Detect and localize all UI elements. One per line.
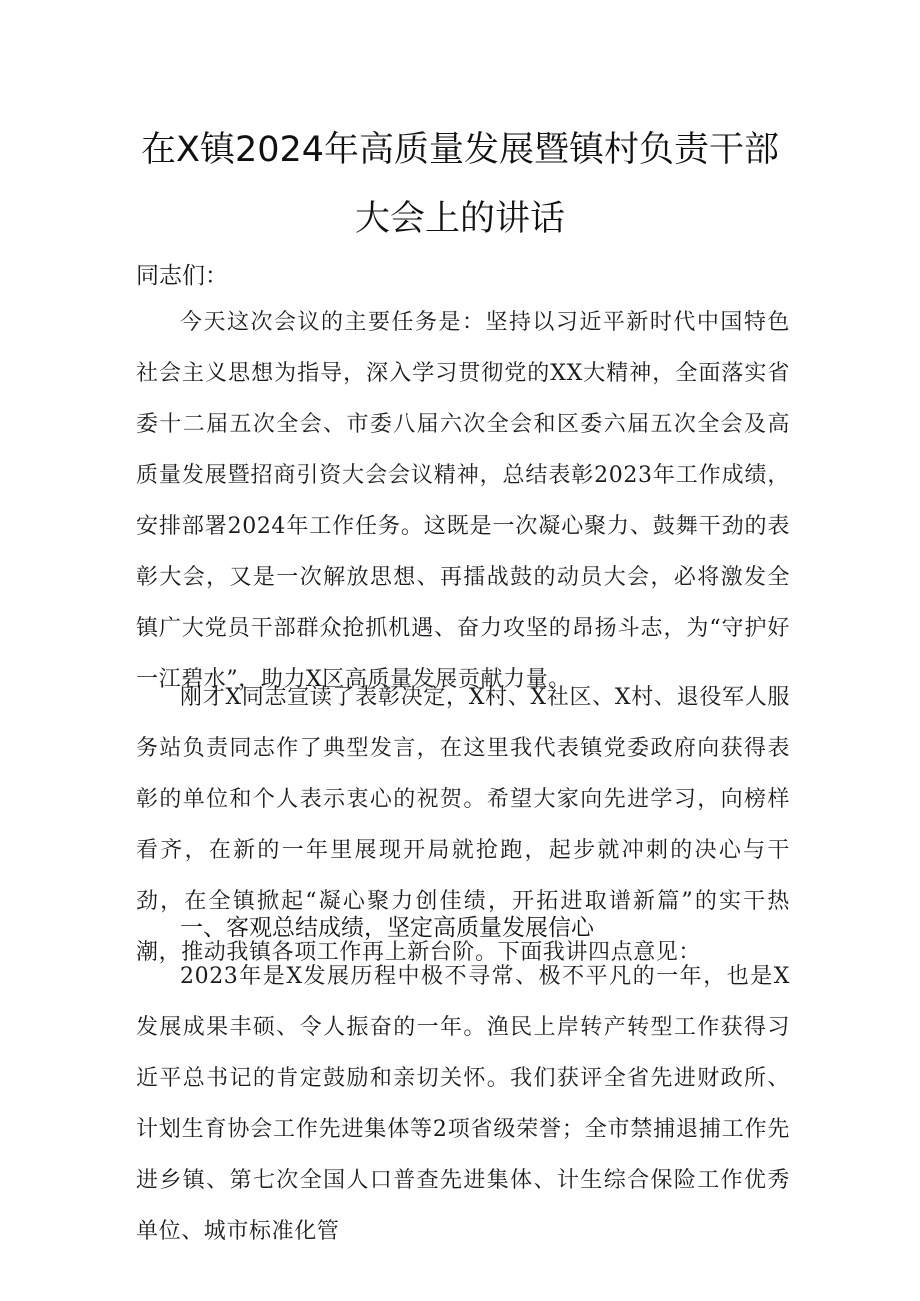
- paragraph-commendation: 刚才X同志宣读了表彰决定，X村、X社区、X村、退役军人服务站负责同志作了典型发言，在这里我代表镇党委政府向获得表彰的单位和个人表示衷心的祝贺。希望大家向先进学习，向榜样看齐，在新的一年里展现开局就抢跑，起步就冲刺的决心与干劲，在全镇掀起“凝心聚力创佳绩，开拓进取谱新篇”的实干热潮，推动我镇各项工作再上新台阶。下面我讲四点意见：: [136, 685, 790, 965]
- salutation: 同志们：: [136, 263, 228, 289]
- paragraph-intro: 今天这次会议的主要任务是：坚持以习近平新时代中国特色社会主义思想为指导，深入学习贯彻党的XX大精神，全面落实省委十二届五次全会、市委八届六次全会和区委六届五次全会及高质量发展暨招商引资大会会议精神，总结表彰2023年工作成绩，安排部署2024年工作任务。这既是一次凝心聚力、鼓舞干劲的表彰大会，又是一次解放思想、再擂战鼓的动员大会，必将激发全镇广大党员干部群众抢抓机遇、奋力攻坚的昂扬斗志，为“守护好一江碧水”，助力X区高质量发展贡献力量。: [136, 310, 790, 692]
- document-title-line-1: 在X镇2024年高质量发展暨镇村负责干部: [140, 130, 780, 170]
- document-title-line-2: 大会上的讲话: [354, 199, 565, 239]
- section-heading-1: 一、客观总结成绩，坚定高质量发展信心: [180, 915, 594, 941]
- section-1-paragraph: 2023年是X发展历程中极不寻常、极不平凡的一年，也是X发展成果丰硕、令人振奋的一年。渔民上岸转产转型工作获得习近平总书记的肯定鼓励和亲切关怀。我们获评全省先进财政所、计划生育协会工作先进集体等2项省级荣誉；全市禁捕退捕工作先进乡镇、第七次全国人口普查先进集体、计生综合保险工作优秀单位、城市标准化管: [136, 964, 790, 1244]
